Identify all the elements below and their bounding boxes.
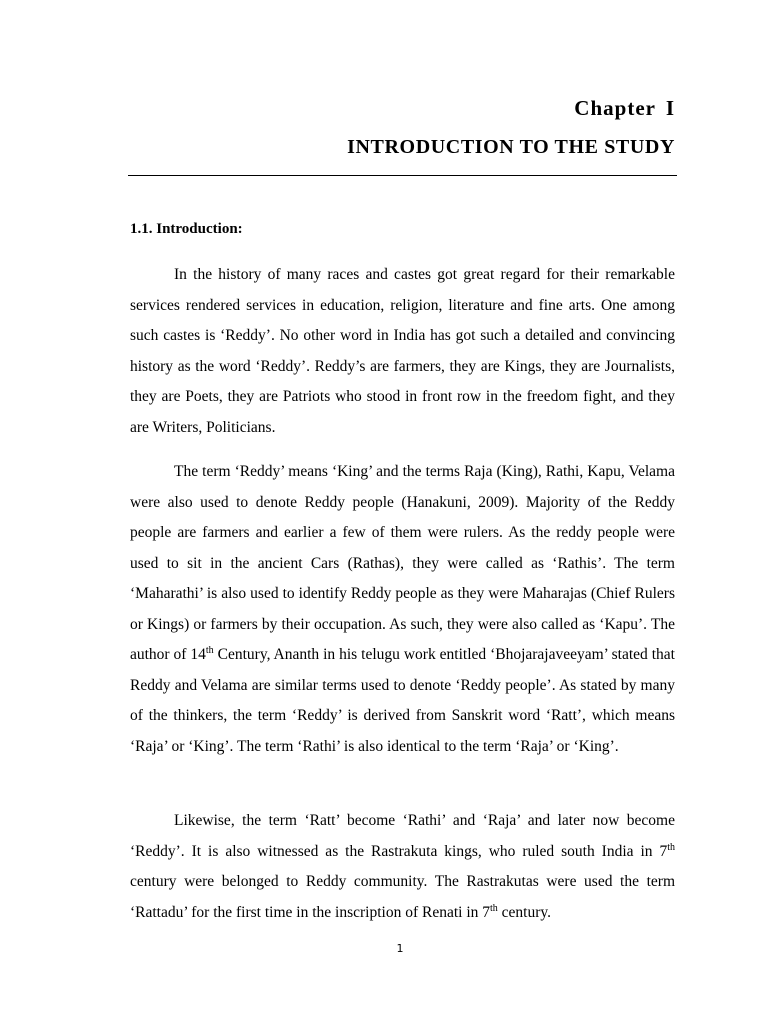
paragraph-1 [130,260,675,443]
superscript-th: th [667,841,675,853]
superscript-th: th [205,644,214,656]
paragraph-3-text-b: century were belonged to Reddy community. The Rastrakutas were used the term ‘Rattadu’ for the first time in the inscription of Renati in 7 [130,873,675,921]
paragraph-3-text-a: Likewise, the term ‘Ratt’ become ‘Rathi’ and ‘Raja’ and later now become ‘Reddy’. It is also witnessed as the Rastrakuta kings, who ruled south India in 7 [130,812,675,860]
paragraph-3 [130,806,675,928]
title-divider [128,175,677,176]
chapter-label: Chapter I [574,96,675,120]
paragraph-2 [130,457,675,762]
chapter-title: INTRODUCTION TO THE STUDY [347,136,675,158]
paragraph-2-text-b: Century, Ananth in his telugu work entitled ‘Bhojarajaveeyam’ stated that Reddy and Velama are similar terms used to denote ‘Reddy people’. As stated by many of the thinkers, the term ‘Reddy’ is derived from Sanskrit word ‘Ratt’, which means ‘Raja’ or ‘King’. The term ‘Rathi’ is also identical to the term ‘Raja’ or ‘King’. [130,646,675,755]
paragraph-1-text: In the history of many races and castes got great regard for their remarkable services rendered services in education, religion, literature and fine arts. One among such castes is ‘Reddy’. No other word in India has got such a detailed and convincing history as the word ‘Reddy’. Reddy’s are farmers, they are Kings, they are Journalists, they are Poets, they are Patriots who stood in front row in the freedom fight, and they are Writers, Politicians. [130,266,675,436]
page-number: 1 [396,942,404,955]
superscript-th: th [490,902,498,914]
section-heading: 1.1. Introduction: [130,221,243,237]
paragraph-2-text-a: The term ‘Reddy’ means ‘King’ and the terms Raja (King), Rathi, Kapu, Velama were also used to denote Reddy people (Hanakuni, 2009). Majority of the Reddy people are farmers and earlier a few of them were rulers. As the reddy people were used to sit in the ancient Cars (Rathas), they were called as ‘Rathis’. The term ‘Maharathi’ is also used to identify Reddy people as they were Maharajas (Chief Rulers or Kings) or farmers by their occupation. As such, they were also called as ‘Kapu’. The author of 14 [130,463,675,663]
paragraph-3-text-c: century. [497,903,552,921]
